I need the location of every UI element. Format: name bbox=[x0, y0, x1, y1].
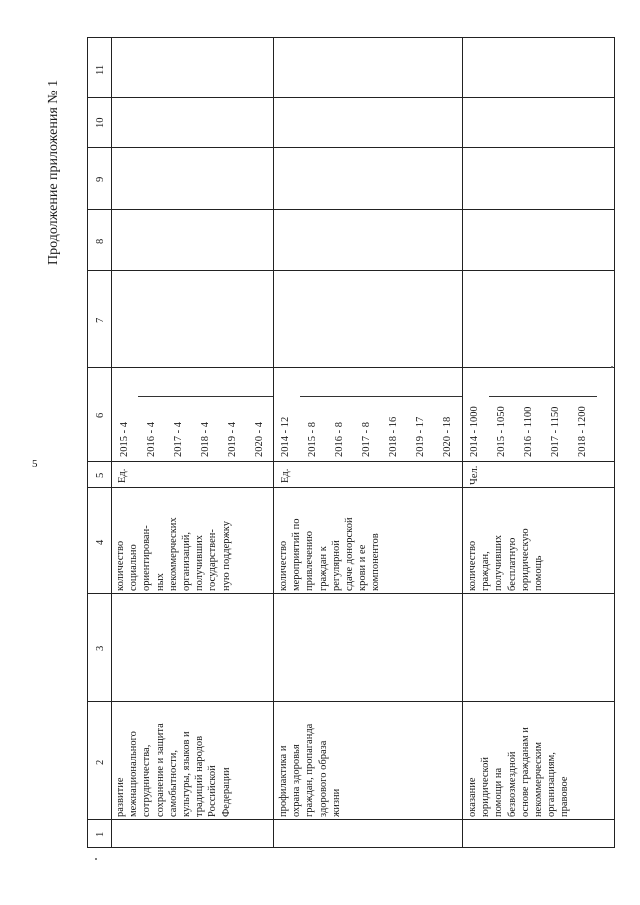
row2-value: 2019 - 17 bbox=[415, 416, 426, 457]
subcell-line bbox=[408, 396, 435, 397]
col-header-2: 2 bbox=[95, 759, 106, 765]
row2-value: 2014 - 12 bbox=[280, 416, 291, 457]
col-boundary-7-6 bbox=[87, 367, 615, 368]
data-table bbox=[87, 37, 615, 847]
row1-value: 2018 - 4 bbox=[200, 422, 211, 457]
subcell-line bbox=[435, 396, 462, 397]
header-row-divider bbox=[111, 37, 112, 847]
row1-value: 2019 - 4 bbox=[227, 422, 238, 457]
row3-unit: Чел. bbox=[469, 465, 480, 485]
row1-value: 2016 - 4 bbox=[146, 422, 157, 457]
col-boundary-5-4 bbox=[87, 487, 615, 488]
page-number: 5 bbox=[32, 458, 38, 470]
row1-unit: Ед. bbox=[117, 468, 128, 483]
col-boundary-10-9 bbox=[87, 147, 615, 148]
row2-divider bbox=[462, 37, 463, 847]
margin-mark bbox=[611, 366, 613, 368]
row2-col2-text: профилактика и охрана здоровья граждан, пропаганда здорового образа жизни bbox=[278, 723, 342, 817]
row3-value: 2017 - 1150 bbox=[550, 406, 561, 457]
row3-value: 2015 - 1050 bbox=[496, 406, 507, 457]
row3-value: 2018 - 1200 bbox=[577, 406, 588, 457]
row1-divider bbox=[273, 37, 274, 847]
subcell-line bbox=[246, 396, 273, 397]
col-boundary-8-7 bbox=[87, 270, 615, 271]
col-boundary-4-3 bbox=[87, 593, 615, 594]
row3-value: 2014 - 1000 bbox=[469, 406, 480, 457]
page-heading bbox=[46, 79, 76, 265]
table-border-right bbox=[87, 37, 615, 38]
row3-col2-text: оказание юридической помощи на безвозмездной основе гражданам и некоммерческим организациям, правовое bbox=[467, 727, 571, 817]
row3-col4-text: количество граждан, получивших бесплатную юридическую помощь bbox=[467, 528, 545, 591]
row2-value: 2015 - 8 bbox=[307, 422, 318, 457]
subcell-line bbox=[327, 396, 354, 397]
row1-value: 2017 - 4 bbox=[173, 422, 184, 457]
row2-value: 2017 - 8 bbox=[361, 422, 372, 457]
subcell-line bbox=[543, 396, 570, 397]
row2-value: 2018 - 16 bbox=[388, 416, 399, 457]
col-boundary-3-2 bbox=[87, 701, 615, 702]
subcell-line bbox=[489, 396, 516, 397]
margin-mark bbox=[95, 858, 97, 860]
row1-value: 2020 - 4 bbox=[254, 422, 265, 457]
subcell-line bbox=[300, 396, 327, 397]
table-border-bottom bbox=[614, 37, 615, 847]
row1-value: 2015 - 4 bbox=[119, 422, 130, 457]
page-heading-text: Продолжение приложения № 1 bbox=[46, 79, 61, 265]
col-header-1: 1 bbox=[95, 831, 106, 837]
col-header-5: 5 bbox=[95, 472, 106, 478]
row2-col4-text: количество мероприятий по привлечению граждан к регулярной сдаче донорской крови и ее компонентов bbox=[278, 517, 382, 591]
col-header-6: 6 bbox=[95, 412, 106, 418]
subcell-line bbox=[570, 396, 597, 397]
row1-col4-text: количество социально ориентирован- ных некоммерческих организаций, получивших государствен- ную поддержку bbox=[115, 517, 232, 591]
col-header-8: 8 bbox=[95, 238, 106, 244]
col-header-11: 11 bbox=[95, 64, 106, 75]
subcell-line bbox=[516, 396, 543, 397]
col-header-3: 3 bbox=[95, 645, 106, 651]
col-boundary-11-10 bbox=[87, 97, 615, 98]
table-border-left bbox=[87, 847, 615, 848]
col-boundary-6-5 bbox=[87, 461, 615, 462]
col-header-7: 7 bbox=[95, 317, 106, 323]
col-header-4: 4 bbox=[95, 539, 106, 545]
subcell-line bbox=[354, 396, 381, 397]
col-boundary-9-8 bbox=[87, 209, 615, 210]
row2-value: 2016 - 8 bbox=[334, 422, 345, 457]
subcell-line bbox=[192, 396, 219, 397]
subcell-line bbox=[138, 396, 165, 397]
row1-col2-text: развитие межнационального сотрудничества, сохранение и защита самобытности, культуры, языков и традиций народов Российской Федерации bbox=[115, 723, 232, 817]
col-header-9: 9 bbox=[95, 176, 106, 182]
row3-value: 2016 - 1100 bbox=[523, 406, 534, 457]
col-header-10: 10 bbox=[95, 117, 106, 128]
subcell-line bbox=[219, 396, 246, 397]
col-boundary-2-1 bbox=[87, 819, 615, 820]
subcell-line bbox=[165, 396, 192, 397]
row2-value: 2020 - 18 bbox=[442, 416, 453, 457]
row2-unit: Ед. bbox=[280, 468, 291, 483]
subcell-line bbox=[381, 396, 408, 397]
table-border-top bbox=[87, 37, 88, 847]
